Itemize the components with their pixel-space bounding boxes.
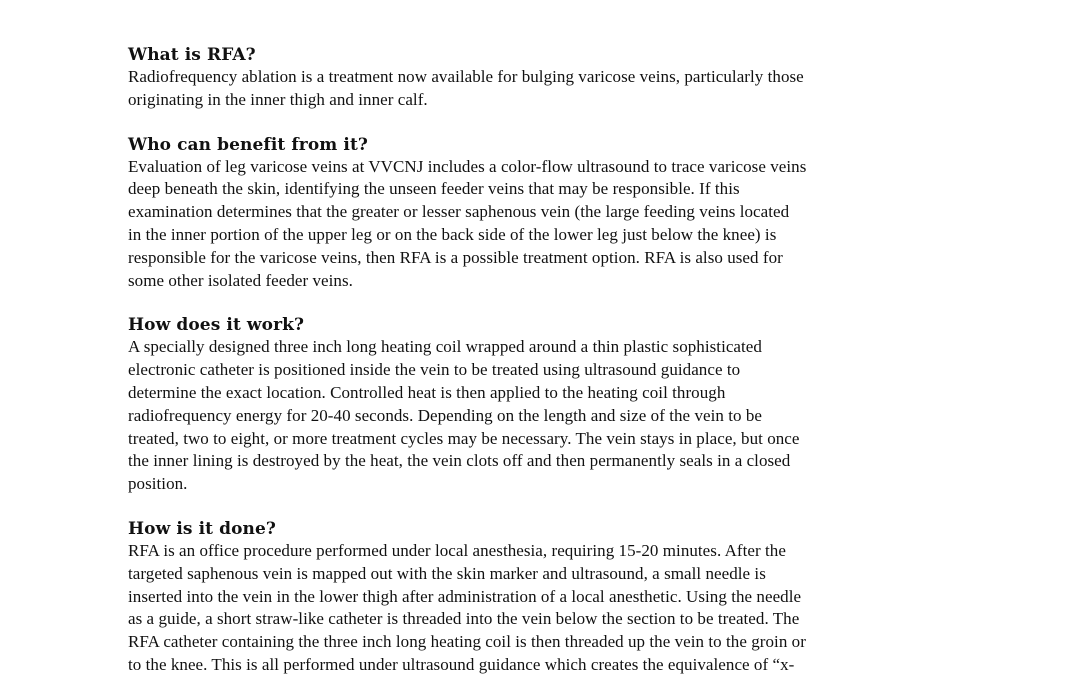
section-paragraph: [128, 336, 958, 496]
paragraph-line: radiofrequency energy for 20-40 seconds. Depending on the length and size of the vein to be: [128, 405, 762, 425]
paragraph-line: electronic catheter is positioned inside the vein to be treated using ultrasound guidance to: [128, 360, 741, 380]
paragraph-line: the inner lining is destroyed by the heat, the vein clots off and then permanently seals in a closed: [128, 451, 791, 471]
section-who-can-benefit: [128, 134, 958, 293]
section-paragraph: [128, 156, 958, 293]
section-heading: How does it work?: [128, 315, 305, 336]
section-paragraph: [128, 540, 958, 677]
paragraph-line: RFA catheter containing the three inch long heating coil is then threaded up the vein to the groin or: [128, 632, 806, 652]
section-how-does-it-work: [128, 314, 958, 496]
paragraph-line: determine the exact location. Controlled heat is then applied to the heating coil through: [128, 382, 726, 402]
paragraph-line: A specially designed three inch long heating coil wrapped around a thin plastic sophisticated: [128, 337, 762, 357]
paragraph-line: position.: [128, 474, 188, 494]
paragraph-line: deep beneath the skin, identifying the unseen feeder veins that may be responsible. If this: [128, 179, 740, 199]
section-heading: Who can benefit from it?: [128, 134, 368, 155]
paragraph-line: RFA is an office procedure performed under local anesthesia, requiring 15-20 minutes. After the: [128, 540, 786, 560]
paragraph-line: originating in the inner thigh and inner calf.: [128, 89, 428, 109]
section-heading: How is it done?: [128, 518, 276, 539]
section-what-is-rfa: [128, 44, 958, 112]
paragraph-line: targeted saphenous vein is mapped out with the skin marker and ultrasound, a small needle is: [128, 563, 766, 583]
paragraph-line: some other isolated feeder veins.: [128, 270, 353, 290]
document-page: [128, 44, 958, 699]
section-how-is-it-done: [128, 518, 958, 677]
paragraph-line: Radiofrequency ablation is a treatment now available for bulging varicose veins, particularly those: [128, 67, 804, 86]
paragraph-line: as a guide, a short straw-like catheter is threaded into the vein below the section to be treated. The: [128, 609, 800, 629]
paragraph-line: examination determines that the greater or lesser saphenous vein (the large feeding veins located: [128, 202, 790, 222]
paragraph-line: Evaluation of leg varicose veins at VVCNJ includes a color-flow ultrasound to trace varicose veins: [128, 156, 807, 176]
paragraph-line: responsible for the varicose veins, then RFA is a possible treatment option. RFA is also used for: [128, 247, 783, 267]
paragraph-line: in the inner portion of the upper leg or on the back side of the lower leg just below the knee) is: [128, 224, 777, 244]
section-paragraph: [128, 66, 958, 112]
section-heading: What is RFA?: [128, 45, 256, 65]
paragraph-line: to the knee. This is all performed under ultrasound guidance which creates the equivalence of “x-: [128, 654, 795, 674]
paragraph-line: inserted into the vein in the lower thigh after administration of a local anesthetic. Using the needle: [128, 586, 802, 606]
paragraph-line: treated, two to eight, or more treatment cycles may be necessary. The vein stays in place, but once: [128, 428, 800, 448]
